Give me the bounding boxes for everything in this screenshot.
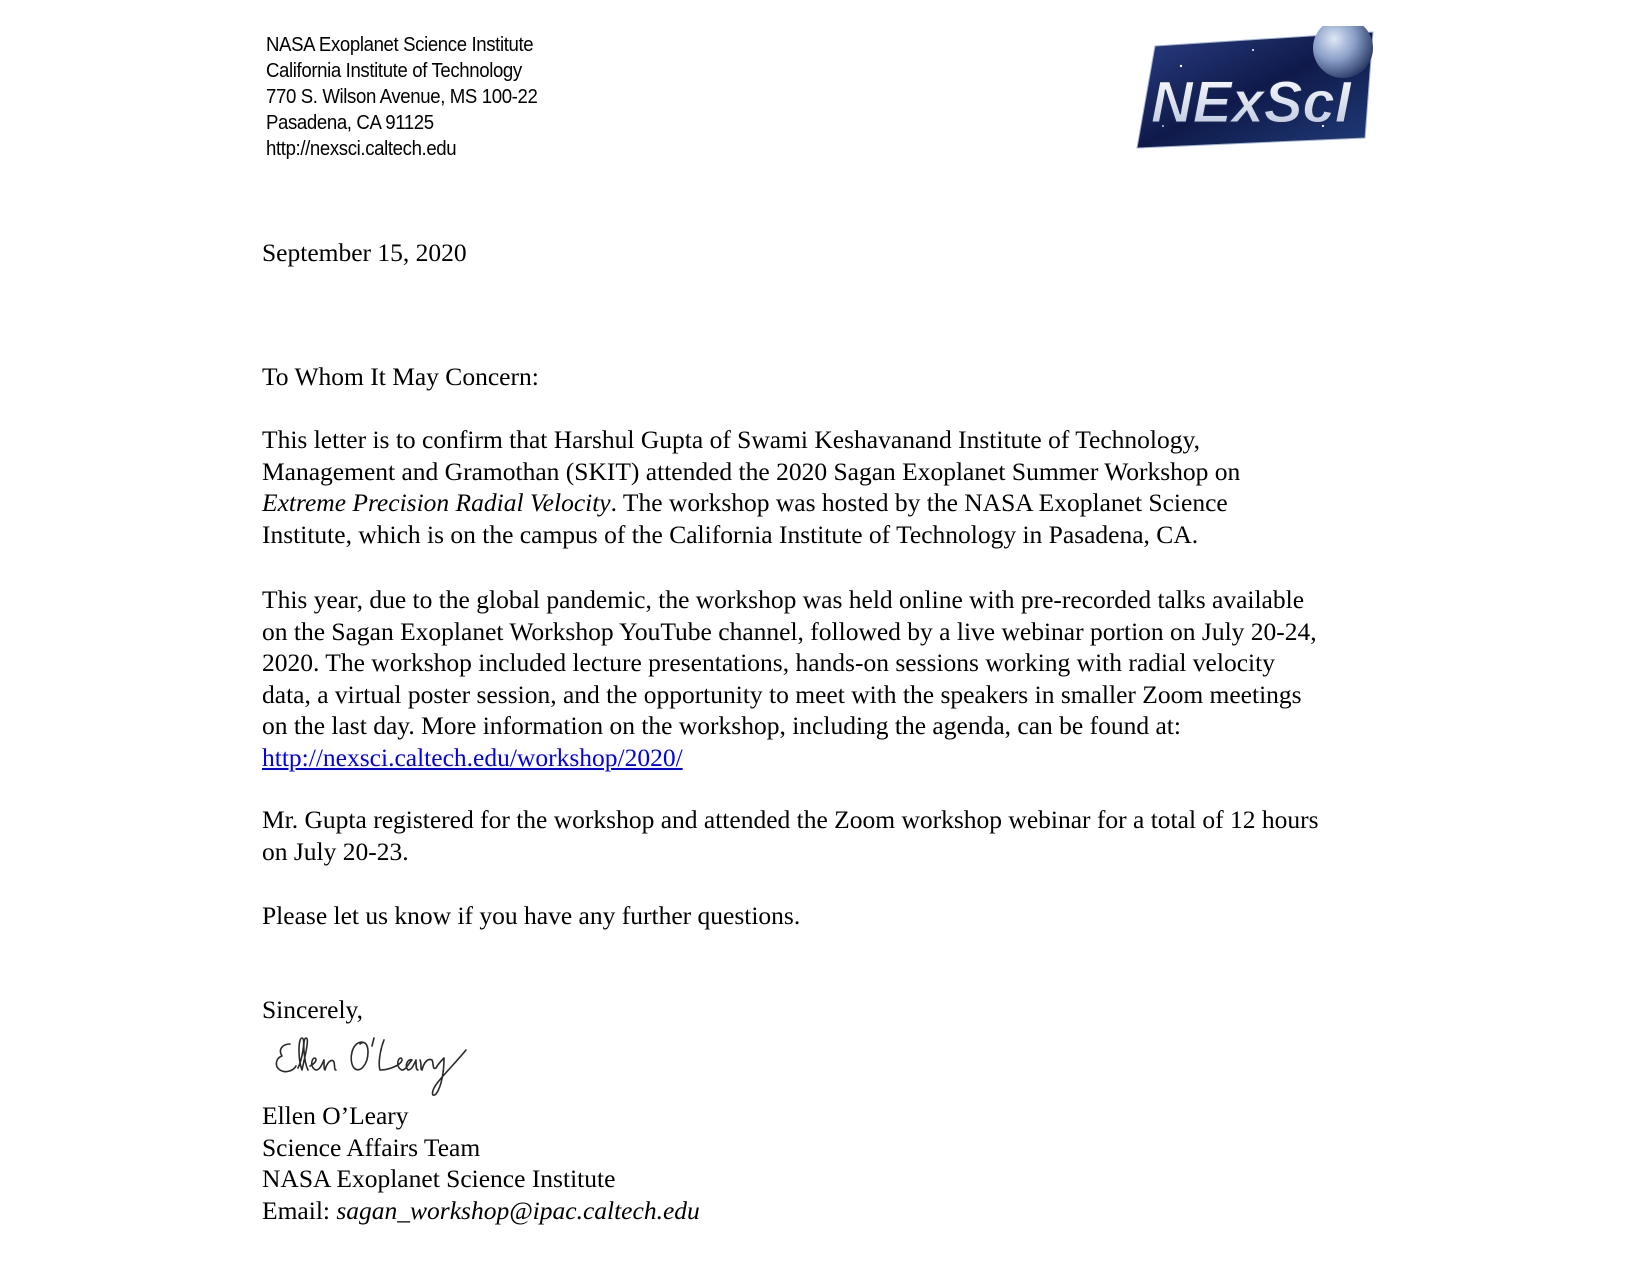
address-line-university: California Institute of Technology bbox=[266, 60, 522, 82]
p2-line-2: on the Sagan Exoplanet Workshop YouTube channel, followed by a live webinar portion on July 20-24, bbox=[262, 616, 1317, 646]
p2-line-4: data, a virtual poster session, and the opportunity to meet with the speakers in smaller Zoom meetings bbox=[262, 679, 1302, 709]
p1-line-3 bbox=[262, 487, 1240, 519]
p1-line-4: Institute, which is on the campus of the California Institute of Technology in Pasadena, CA. bbox=[262, 519, 1199, 549]
email-label: Email: bbox=[262, 1195, 337, 1225]
p3-line-2: on July 20-23. bbox=[262, 836, 409, 866]
workshop-title: Extreme Precision Radial Velocity bbox=[262, 488, 611, 518]
signer-email: sagan_workshop@ipac.caltech.edu bbox=[336, 1195, 700, 1225]
nexsci-logo bbox=[1133, 26, 1385, 151]
signer-team: Science Affairs Team bbox=[262, 1132, 481, 1162]
p1-line-1: This letter is to confirm that Harshul Gupta of Swami Keshavanand Institute of Technology, bbox=[262, 425, 1200, 454]
signer-email-line bbox=[262, 1195, 700, 1227]
p2-line-3: 2020. The workshop included lecture presentations, hands-on sessions working with radial velocity bbox=[262, 648, 1275, 678]
p2-line-1: This year, due to the global pandemic, the workshop was held online with pre-recorded talks available bbox=[262, 585, 1305, 614]
paragraph-workshop-details bbox=[262, 584, 1317, 774]
paragraph-attendance bbox=[262, 804, 1319, 867]
letter-closing: Sincerely, bbox=[262, 995, 364, 1024]
paragraph-questions: Please let us know if you have any further questions. bbox=[262, 901, 801, 930]
letter-date: September 15, 2020 bbox=[262, 238, 467, 267]
logo-text: NExScI bbox=[1151, 70, 1351, 135]
address-line-street: 770 S. Wilson Avenue, MS 100-22 bbox=[266, 86, 538, 108]
p1-line-2: Management and Gramothan (SKIT) attended the 2020 Sagan Exoplanet Summer Workshop on bbox=[262, 456, 1241, 486]
letter-salutation: To Whom It May Concern: bbox=[262, 362, 539, 391]
address-line-institute: NASA Exoplanet Science Institute bbox=[266, 34, 534, 56]
p2-line-5: on the last day. More information on the workshop, including the agenda, can be found at: bbox=[262, 711, 1181, 741]
signer-block bbox=[262, 1100, 700, 1226]
p1-line-3-rest: . The workshop was hosted by the NASA Exoplanet Science bbox=[610, 488, 1228, 518]
letterhead-address bbox=[266, 32, 537, 162]
address-line-website: http://nexsci.caltech.edu bbox=[266, 138, 457, 160]
p3-line-1: Mr. Gupta registered for the workshop and attended the Zoom workshop webinar for a total of 12 hours bbox=[262, 805, 1319, 834]
signer-name: Ellen O’Leary bbox=[262, 1101, 409, 1130]
paragraph-confirmation bbox=[262, 424, 1240, 550]
workshop-link[interactable]: http://nexsci.caltech.edu/workshop/2020/ bbox=[262, 742, 683, 772]
handwritten-signature bbox=[270, 1030, 492, 1100]
signer-organization: NASA Exoplanet Science Institute bbox=[262, 1164, 616, 1194]
address-line-city: Pasadena, CA 91125 bbox=[266, 112, 434, 134]
